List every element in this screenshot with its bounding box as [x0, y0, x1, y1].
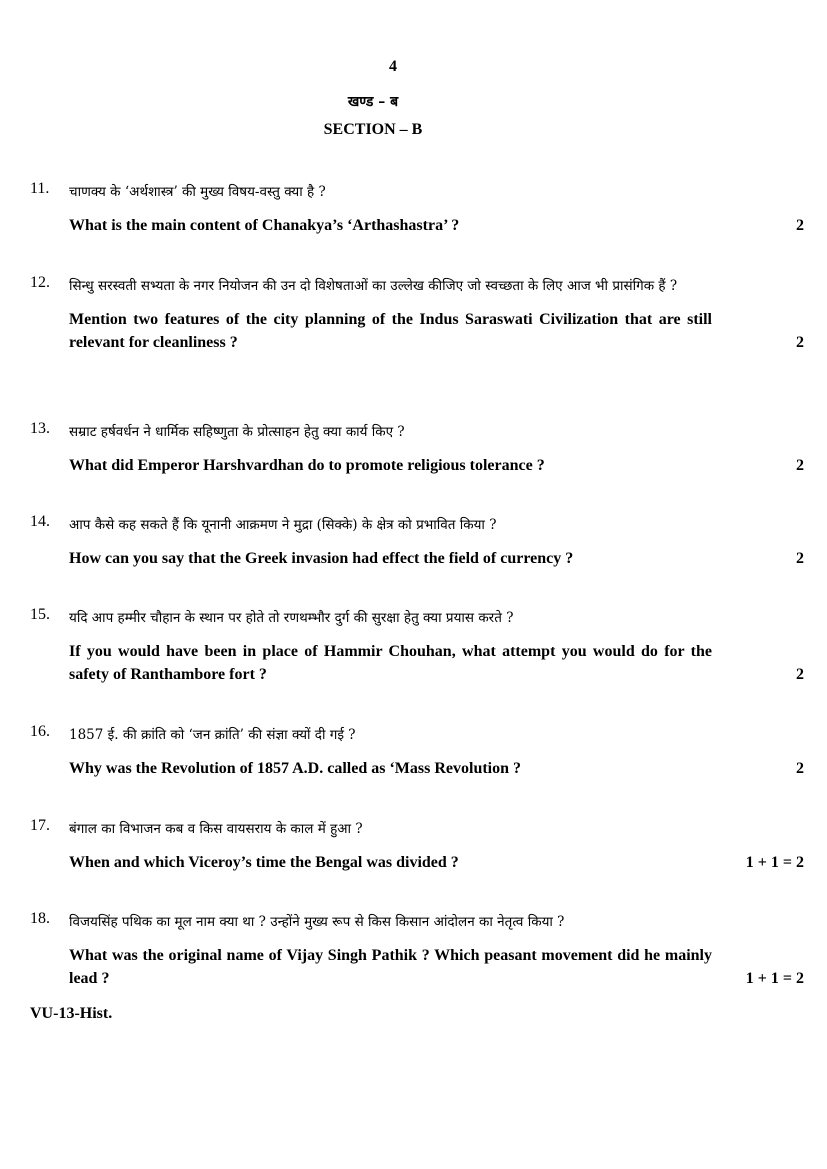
question-item: [30, 513, 804, 570]
question-text-english: [69, 454, 804, 477]
section-title-hindi: खण्ड – ब: [347, 94, 399, 110]
question-english-label: What is the main content of Chanakya’s ‘Arthashastra’ ?: [69, 217, 460, 234]
question-item: [30, 723, 804, 780]
question-text-hindi: सम्राट हर्षवर्धन ने धार्मिक सहिष्णुता के प्रोत्साहन हेतु क्या कार्य किए ?: [69, 424, 405, 440]
question-number: 14.: [30, 513, 50, 530]
question-item: [30, 274, 804, 354]
question-text-hindi: विजयसिंह पथिक का मूल नाम क्या था ? उन्होंने मुख्य रूप से किस किसान आंदोलन का नेतृत्व किया ?: [69, 914, 565, 930]
question-text-english: [69, 851, 804, 874]
question-text-english: [69, 214, 804, 237]
question-english-label: Mention two features of the city planning of the Indus Saraswati Civilization that are still relevant for cleanliness ?: [69, 311, 712, 351]
question-text-hindi: सिन्धु सरस्वती सभ्यता के नगर नियोजन की उन दो विशेषताओं का उल्लेख कीजिए जो स्वच्छता के लिए आज भी प्रासंगिक हैं ?: [69, 278, 678, 294]
section-title-english: SECTION – B: [323, 121, 423, 138]
question-marks: 2: [796, 760, 804, 777]
question-item: [30, 817, 804, 874]
page-number: 4: [389, 58, 397, 75]
question-item: [30, 420, 804, 477]
question-number: 15.: [30, 606, 50, 623]
question-item: [30, 910, 804, 990]
question-marks: 2: [796, 666, 804, 683]
question-marks: 2: [796, 334, 804, 351]
question-number: 12.: [30, 274, 50, 291]
question-number: 16.: [30, 723, 50, 740]
question-english-label: How can you say that the Greek invasion had effect the field of currency ?: [69, 550, 574, 567]
question-marks: 2: [796, 217, 804, 234]
question-marks: 2: [796, 550, 804, 567]
question-text-hindi: बंगाल का विभाजन कब व किस वायसराय के काल में हुआ ?: [69, 821, 363, 837]
question-english-label: What was the original name of Vijay Singh Pathik ? Which peasant movement did he mainly lead ?: [69, 947, 712, 987]
question-text-hindi: 1857 ई. की क्रांति को ‘जन क्रांति’ की संज्ञा क्यों दी गई ?: [69, 727, 356, 743]
question-number: 11.: [30, 180, 50, 197]
question-english-label: Why was the Revolution of 1857 A.D. called as ‘Mass Revolution ?: [69, 760, 522, 777]
question-english-label: What did Emperor Harshvardhan do to promote religious tolerance ?: [69, 457, 545, 474]
question-item: [30, 180, 804, 237]
question-number: 17.: [30, 817, 50, 834]
question-marks: 2: [796, 457, 804, 474]
question-number: 13.: [30, 420, 50, 437]
question-english-label: When and which Viceroy’s time the Bengal was divided ?: [69, 854, 459, 871]
question-english-label: If you would have been in place of Hammir Chouhan, what attempt you would do for the safety of Ranthambore fort ?: [69, 643, 712, 683]
footer-code: VU-13-Hist.: [30, 1005, 113, 1022]
question-number: 18.: [30, 910, 50, 927]
question-text-english: [69, 640, 804, 686]
question-marks: 1 + 1 = 2: [745, 854, 804, 871]
question-text-hindi: आप कैसे कह सकते हैं कि यूनानी आक्रमण ने मुद्रा (सिक्के) के क्षेत्र को प्रभावित किया ?: [69, 517, 497, 533]
question-text-hindi: यदि आप हम्मीर चौहान के स्थान पर होते तो रणथम्भौर दुर्ग की सुरक्षा हेतु क्या प्रयास करते ?: [69, 610, 514, 626]
question-text-english: [69, 547, 804, 570]
question-item: [30, 606, 804, 686]
question-text-english: [69, 757, 804, 780]
question-text-hindi: चाणक्य के ‘अर्थशास्त्र’ की मुख्य विषय-वस्तु क्या है ?: [69, 184, 326, 200]
question-text-english: [69, 944, 804, 990]
question-marks: 1 + 1 = 2: [745, 970, 804, 987]
question-text-english: [69, 308, 804, 354]
